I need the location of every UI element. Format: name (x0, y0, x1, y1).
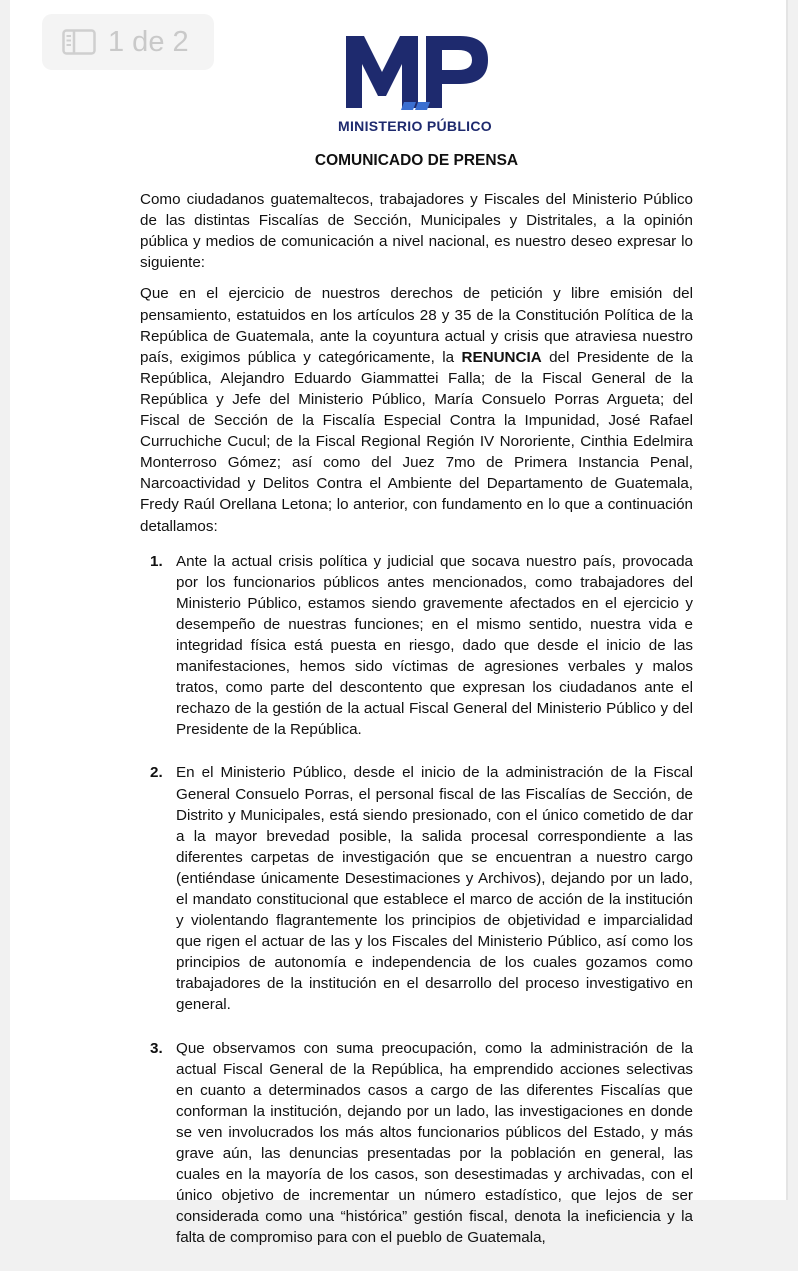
page-indicator[interactable] (42, 14, 214, 70)
list-item-text: Que observamos con suma preocupación, como la administración de la actual Fiscal General de la República, ha emprendido acciones selectivas en cuanto a determinados casos a cargo de las diferentes Fiscalías que conforman la institución, dejando por un lado, las investigaciones en donde se ven involucrados los más altos funcionarios públicos del Estado, y más grave aún, las denuncias presentadas por la población en general, las cuales en la mayoría de los casos, son desestimadas y archivadas, con el único objetivo de incrementar un número estadístico, que lejos de ser considerada como una “histórica” gestión fiscal, denota la ineficiencia y la falta de compromiso para con el pueblo de Guatemala, (176, 1039, 693, 1247)
page-edge (786, 0, 788, 1200)
document-icon (62, 29, 96, 55)
numbered-list (140, 551, 693, 1249)
document-body (140, 150, 693, 1271)
list-item (140, 1038, 693, 1249)
mp-logo-mark (342, 30, 492, 110)
list-item-number: 3. (150, 1039, 163, 1057)
demand-keyword: RENUNCIA (461, 348, 542, 366)
list-item-number: 1. (150, 552, 163, 570)
ministerio-publico-logo (330, 30, 500, 142)
document-title: COMUNICADO DE PRENSA (314, 152, 519, 169)
intro-paragraph: Como ciudadanos guatemaltecos, trabajadores y Fiscales del Ministerio Público de las distintas Fiscalías de Sección, Municipales y Distritales, a la opinión pública y medios de comunicación a nivel nacional, es nuestro deseo expresar lo siguiente: (140, 191, 693, 272)
demand-paragraph (140, 283, 693, 536)
list-item-number: 2. (150, 764, 163, 782)
list-item-text: En el Ministerio Público, desde el inicio de la administración de la Fiscal General Consuelo Porras, el personal fiscal de las Fiscalías de Sección, de Distrito y Municipales, está siendo presionado, con el único cometido de dar a la mayor brevedad posible, la salida procesal correspondiente a las diferentes carpetas de investigación que se encuentran a nuestro cargo (entiéndase únicamente Desestimaciones y Archivos), dejando por un lado, el mandato constitucional que establece el marco de acción de la institución y violentando flagrantemente los principios de objetividad e imparcialidad que rigen el actuar de las y los Fiscales del Ministerio Público, así como los principios de autonomía e independencia de los cuales gozamos como trabajadores de la institución en el desarrollo del proceso investigativo en general. (176, 764, 693, 1014)
demand-text-after: del Presidente de la República, Alejandro Eduardo Giammattei Falla; de la Fiscal General de la República y Jefe del Ministerio Público, María Consuelo Porras Argueta; del Fiscal de Sección de la Fiscalía Especial Contra la Impunidad, José Rafael Curruchiche Cucul; de la Fiscal Regional Región IV Nororiente, Cinthia Edelmira Monterroso Gómez; así como del Juez 7mo de Primera Instancia Penal, Narcoactividad y Delitos Contra el Ambiente del Departamento de Guatemala, Fredy Raúl Orellana Letona; lo anterior, con fundamento en lo que a continuación detallamos: (140, 348, 693, 535)
demand-text-before: Que en el ejercicio de nuestros derechos de petición y libre emisión del pensamiento, estatuidos en los artículos 28 y 35 de la Constitución Política de la República de Guatemala, ante la coyuntura actual y crisis que atraviesa nuestro país, exigimos pública y categóricamente, la (140, 285, 693, 366)
list-item-text: Ante la actual crisis política y judicial que socava nuestro país, provocada por los funcionarios públicos antes mencionados, como trabajadores del Ministerio Público, estamos siendo gravemente afectados en el ejercicio y desempeño de nuestras funciones; en el mismo sentido, nuestra vida e integridad física está puesta en riesgo, dado que desde el inicio de las manifestaciones, hemos sido víctimas de agresiones verbales y malos tratos, como parte del descontento que expresan los ciudadanos ante el rechazo de la gestión de la actual Fiscal General del Ministerio Público y del Presidente de la República. (176, 552, 693, 739)
list-item (140, 762, 693, 1015)
list-item (140, 551, 693, 741)
logo-name: MINISTERIO PÚBLICO (338, 118, 492, 134)
page-indicator-label: 1 de 2 (108, 25, 189, 58)
